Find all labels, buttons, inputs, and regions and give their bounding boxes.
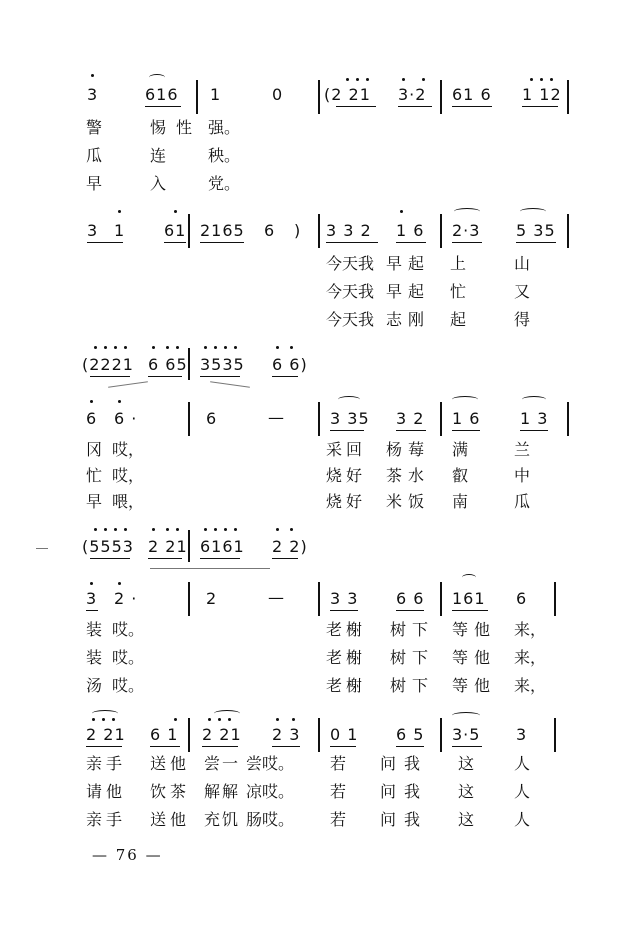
slur (92, 710, 118, 717)
barline (188, 214, 190, 248)
octave-dot (224, 528, 227, 531)
beam (396, 610, 424, 611)
barline (440, 214, 442, 248)
page-number: — 76 — (92, 846, 163, 864)
octave-dot (152, 346, 155, 349)
lyric: 哎。 (112, 648, 145, 667)
note: 6 (86, 409, 98, 428)
octave-dot (214, 528, 217, 531)
beam (330, 430, 364, 431)
note: (2221 (82, 355, 134, 374)
lyric: 连 (150, 146, 167, 165)
lyric: 早起 (386, 282, 431, 301)
lyric: 来， (514, 676, 547, 695)
lyric: 瓜 (514, 492, 531, 511)
lyric: 茶水 (386, 466, 431, 485)
note: 6 (516, 589, 528, 608)
beam (336, 106, 376, 107)
lyric: 叡 (452, 466, 469, 485)
lyric: 凉哎。 (246, 782, 295, 801)
beam (452, 610, 488, 611)
beam (522, 106, 558, 107)
octave-dot (112, 718, 115, 721)
beam (330, 746, 356, 747)
barline (440, 402, 442, 436)
octave-dot (540, 78, 543, 81)
lyric: 这 (458, 782, 475, 801)
lyric: 饮茶 (150, 782, 191, 801)
beam (200, 376, 240, 377)
note: 6 (206, 409, 218, 428)
note: (5553 (82, 537, 134, 556)
lyric: 早 (86, 492, 103, 511)
octave-dot (292, 718, 295, 721)
octave-dot (94, 346, 97, 349)
note: 3 (516, 725, 528, 744)
octave-dot (90, 582, 93, 585)
beam (452, 106, 492, 107)
lyric: 今天我 (326, 254, 375, 273)
octave-dot (204, 528, 207, 531)
octave-dot (276, 346, 279, 349)
lyric: 等他 (452, 648, 497, 667)
lyric: 瓜 (86, 146, 103, 165)
lyric: 肠哎。 (246, 810, 295, 829)
beam (452, 746, 482, 747)
octave-dot (290, 346, 293, 349)
lyric: 来， (514, 648, 547, 667)
note: 6 · (114, 409, 138, 428)
lyric: 惕性 (150, 118, 203, 137)
octave-dot (290, 528, 293, 531)
barline (554, 718, 556, 752)
note: 1 3 (520, 409, 549, 428)
octave-dot (234, 528, 237, 531)
note: 1 12 (522, 85, 562, 104)
lyric: 忙 (450, 282, 467, 301)
lyric: 上 (450, 254, 467, 273)
lyric: 装 (86, 620, 103, 639)
lyric: 今天我 (326, 310, 375, 329)
slur (454, 208, 480, 215)
octave-dot (114, 346, 117, 349)
octave-dot (402, 78, 405, 81)
octave-dot (346, 78, 349, 81)
lyric: 烧好 (326, 466, 367, 485)
octave-dot (102, 718, 105, 721)
octave-dot (166, 528, 169, 531)
beam (398, 106, 432, 107)
note: 2 21 (202, 725, 242, 744)
lyric: 等他 (452, 676, 497, 695)
note: 3·2 (398, 85, 427, 104)
lyric: 老榭 (326, 648, 367, 667)
lyric: 山 (514, 254, 531, 273)
note: 5 35 (516, 221, 556, 240)
barline (318, 214, 320, 248)
note: 1 (210, 85, 222, 104)
beam (90, 558, 130, 559)
lyric: 杨莓 (386, 440, 431, 459)
note: 3 2 (396, 409, 425, 428)
slur (149, 74, 165, 81)
octave-dot (218, 718, 221, 721)
note: 1 6 (396, 221, 425, 240)
beam (148, 376, 182, 377)
note: 2 21 (86, 725, 126, 744)
barline (188, 402, 190, 436)
octave-dot (550, 78, 553, 81)
lyric: 来， (514, 620, 547, 639)
octave-dot (214, 346, 217, 349)
lyric: 这 (458, 754, 475, 773)
slur (520, 208, 546, 215)
barline (440, 718, 442, 752)
beam (272, 746, 300, 747)
beam (86, 610, 98, 611)
lyric: 米饭 (386, 492, 431, 511)
note: 3535 (200, 355, 245, 374)
note: 6 5 (396, 725, 425, 744)
octave-dot (92, 718, 95, 721)
lyric: 哎， (112, 440, 145, 459)
note: 0 (272, 85, 284, 104)
lyric: 问我 (380, 754, 429, 773)
lyric: 冈 (86, 440, 103, 459)
octave-dot (204, 346, 207, 349)
note: 6161 (200, 537, 245, 556)
beam (396, 746, 424, 747)
note: 3·5 (452, 725, 481, 744)
barline (188, 348, 190, 380)
octave-dot (422, 78, 425, 81)
barline (196, 80, 198, 114)
lyric: 满 (452, 440, 469, 459)
extension-dash: — (268, 588, 284, 607)
note: 2 · (114, 589, 138, 608)
lyric: 采回 (326, 440, 367, 459)
note: 6 6) (272, 355, 308, 374)
lyric: 起 (450, 310, 467, 329)
lyric: 早起 (386, 254, 431, 273)
beam (200, 558, 240, 559)
octave-dot (234, 346, 237, 349)
octave-dot (276, 528, 279, 531)
lyric: 解解 (204, 782, 241, 801)
note: 61 (164, 221, 187, 240)
beam (145, 106, 181, 107)
lyric: 充饥 (204, 810, 241, 829)
barline (318, 582, 320, 616)
barline (554, 582, 556, 616)
beam (150, 746, 180, 747)
beam (516, 242, 556, 243)
beam (326, 242, 378, 243)
octave-dot (91, 74, 94, 77)
beam (86, 746, 122, 747)
barline (567, 402, 569, 436)
lyric: 又 (514, 282, 531, 301)
lyric: 中 (514, 466, 531, 485)
barline (567, 80, 569, 114)
lyric: 忙 (86, 466, 103, 485)
beam (200, 242, 244, 243)
lyric: 送他 (150, 754, 191, 773)
lyric: 南 (452, 492, 469, 511)
octave-dot (114, 528, 117, 531)
lyric: 喂， (112, 492, 145, 511)
octave-dot (176, 346, 179, 349)
barline (318, 402, 320, 436)
note: 2 2) (272, 537, 308, 556)
octave-dot (104, 528, 107, 531)
octave-dot (176, 528, 179, 531)
note: 3 (86, 589, 98, 608)
note: ) (294, 221, 302, 240)
barline (188, 718, 190, 752)
note: 3 3 (330, 589, 359, 608)
lyric: 树下 (390, 620, 435, 639)
lyric: 人 (514, 782, 531, 801)
lyric: 警 (86, 118, 103, 137)
lyric: 党。 (208, 174, 241, 193)
slur (214, 710, 240, 717)
note: 6 6 (396, 589, 425, 608)
lyric: 哎。 (112, 620, 145, 639)
octave-dot (152, 528, 155, 531)
beam (396, 242, 426, 243)
hairline (150, 568, 270, 569)
lyric: 这 (458, 810, 475, 829)
lyric: 若 (330, 754, 347, 773)
octave-dot (174, 210, 177, 213)
lyric: 强。 (208, 118, 241, 137)
lyric: 老榭 (326, 676, 367, 695)
lyric: 树下 (390, 676, 435, 695)
barline (188, 530, 190, 562)
octave-dot (208, 718, 211, 721)
barline (318, 80, 320, 114)
lyric: 送他 (150, 810, 191, 829)
beam (87, 242, 123, 243)
beam (164, 242, 186, 243)
lyric: 烧好 (326, 492, 367, 511)
note: 161 (452, 589, 486, 608)
beam (90, 376, 130, 377)
octave-dot (224, 346, 227, 349)
octave-dot (118, 210, 121, 213)
slur (522, 396, 546, 403)
octave-dot (124, 346, 127, 349)
lyric: 若 (330, 782, 347, 801)
beam (520, 430, 548, 431)
slur (452, 396, 478, 403)
note: 3 (87, 221, 99, 240)
lyric: 早 (86, 174, 103, 193)
note: 6 1 (150, 725, 179, 744)
note: 3 (87, 85, 99, 104)
octave-dot (104, 346, 107, 349)
extension-dash: — (268, 408, 284, 427)
barline (188, 582, 190, 616)
note: 1 6 (452, 409, 481, 428)
note: 3 35 (330, 409, 370, 428)
beam (396, 430, 426, 431)
beam (272, 558, 298, 559)
barline (440, 80, 442, 114)
octave-dot (228, 718, 231, 721)
lyric: 哎， (112, 466, 145, 485)
lyric: 若 (330, 810, 347, 829)
note: 61 6 (452, 85, 492, 104)
lyric: 志刚 (386, 310, 431, 329)
beam (452, 430, 480, 431)
lyric: 亲手 (86, 754, 127, 773)
octave-dot (90, 400, 93, 403)
beam (330, 610, 358, 611)
slur (452, 712, 480, 719)
octave-dot (124, 528, 127, 531)
slur (338, 396, 360, 403)
lyric: 秧。 (208, 146, 241, 165)
lyric: 入 (150, 174, 167, 193)
lyric: 装 (86, 648, 103, 667)
octave-dot (166, 346, 169, 349)
octave-dot (118, 582, 121, 585)
note: 3 3 2 (326, 221, 372, 240)
octave-dot (366, 78, 369, 81)
lyric: 请他 (86, 782, 127, 801)
note: 2·3 (452, 221, 481, 240)
note: 2 3 (272, 725, 301, 744)
beam (452, 242, 482, 243)
hairline (210, 381, 250, 388)
note: 1 (114, 221, 126, 240)
beam (272, 376, 298, 377)
lyric: 尝哎。 (246, 754, 295, 773)
note: 2 (206, 589, 218, 608)
hairline (108, 381, 148, 388)
note: 0 1 (330, 725, 359, 744)
lyric: 兰 (514, 440, 531, 459)
octave-dot (94, 528, 97, 531)
note: 616 (145, 85, 179, 104)
lyric: 尝一 (204, 754, 241, 773)
lyric: 汤 (86, 676, 103, 695)
barline (567, 214, 569, 248)
note: 6 65 (148, 355, 188, 374)
beam (202, 746, 238, 747)
octave-dot (118, 400, 121, 403)
barline (318, 718, 320, 752)
lyric: 得 (514, 310, 531, 329)
octave-dot (530, 78, 533, 81)
octave-dot (400, 210, 403, 213)
note: 2 21 (148, 537, 188, 556)
beam (148, 558, 182, 559)
hairline (36, 548, 48, 549)
lyric: 老榭 (326, 620, 367, 639)
lyric: 树下 (390, 648, 435, 667)
barline (440, 582, 442, 616)
lyric: 今天我 (326, 282, 375, 301)
lyric: 问我 (380, 810, 429, 829)
slur (462, 574, 476, 581)
lyric: 哎。 (112, 676, 145, 695)
lyric: 人 (514, 754, 531, 773)
octave-dot (356, 78, 359, 81)
lyric: 人 (514, 810, 531, 829)
octave-dot (174, 718, 177, 721)
lyric: 等他 (452, 620, 497, 639)
note: (2 21 (324, 85, 371, 104)
lyric: 问我 (380, 782, 429, 801)
lyric: 亲手 (86, 810, 127, 829)
octave-dot (276, 718, 279, 721)
note: 6 (264, 221, 276, 240)
note: 2165 (200, 221, 245, 240)
